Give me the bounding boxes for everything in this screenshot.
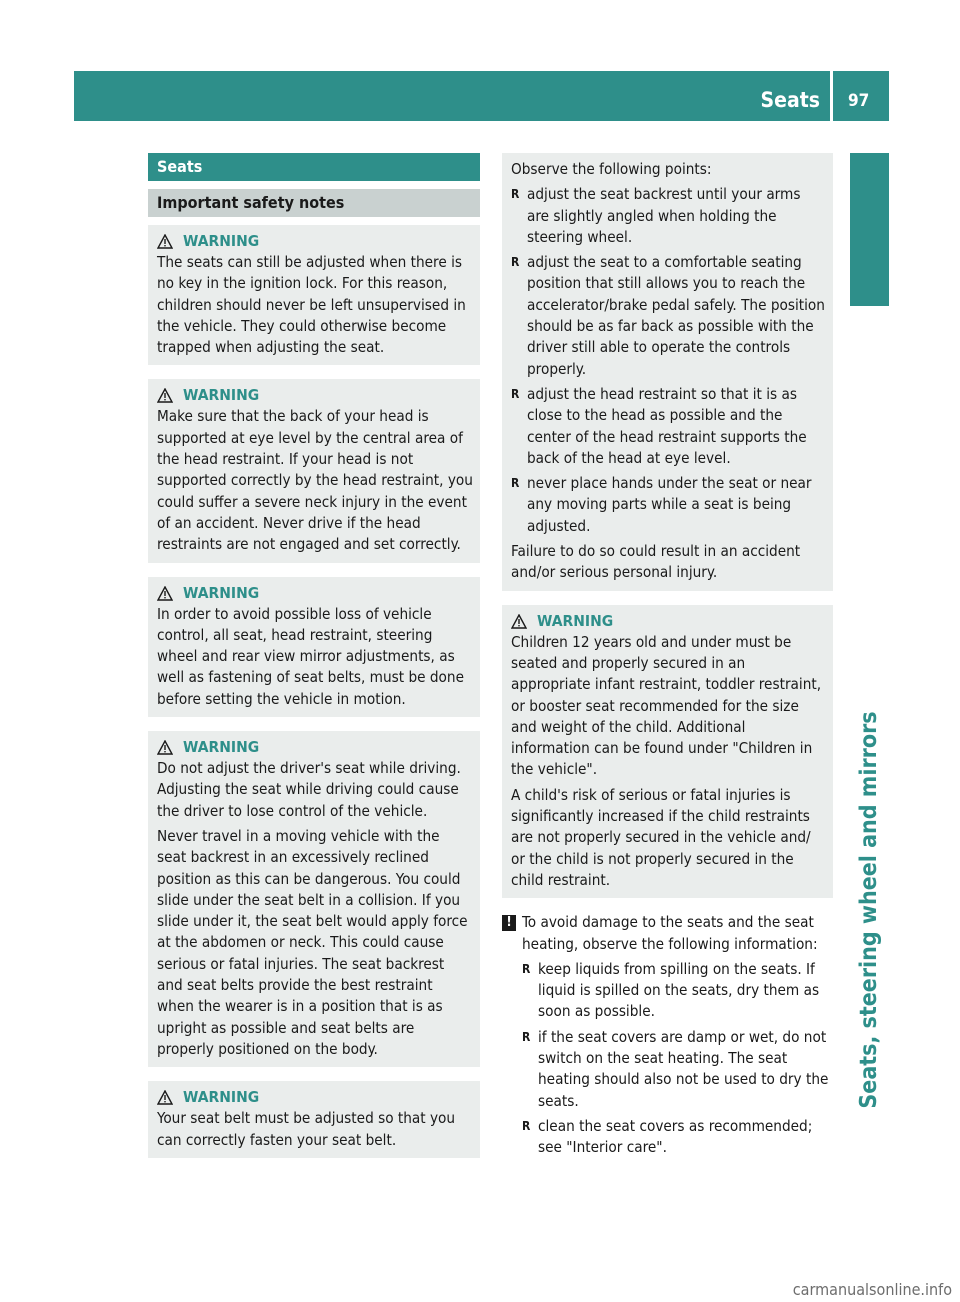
list-item: R clean the seat covers as recommended; see "Interior care". [522, 1116, 833, 1159]
subsection-title: Important safety notes [148, 189, 480, 217]
warning-triangle-icon [157, 586, 173, 601]
warning-text: Make sure that the back of your head is supported at eye level by the central area of the head restraint. If your head is not supported correctly by the head restraint, you could suffer a severe neck injury in the event of an accident. Never drive if the head restraints are not engaged and set correctly. [157, 407, 473, 554]
warning-text: Children 12 years old and under must be seated and properly secured in an appropriate infant restraint, toddler restraint, or booster seat recommended for the size and weight of the child. Additional information can be found under "Children in the vehicle". [511, 632, 822, 779]
note-lead [502, 912, 833, 955]
warning-triangle-icon [157, 388, 173, 403]
warning-header [157, 231, 473, 252]
points-list [511, 184, 826, 537]
warning-triangle-icon [157, 1090, 173, 1105]
warning-header [157, 385, 473, 406]
warning-header [157, 737, 473, 758]
warning-text: Your seat belt must be adjusted so that you can correctly fasten your seat belt. [157, 1109, 456, 1149]
warning-text: The seats can still be adjusted when there is no key in the ignition lock. For this reason, children should never be left unsupervised in the vehicle. They could otherwise become trapped when adjusting the seat. [157, 253, 466, 357]
warning-text: Do not adjust the driver's seat while driving. Adjusting the seat while driving could cause the driver to lose control of the vehicle. [157, 759, 461, 820]
points-outro: Failure to do so could result in an accident and/or serious personal injury. [511, 542, 801, 582]
watermark: carmanualsonline.info [792, 1280, 952, 1299]
list-item: R adjust the seat backrest until your arms are slightly angled when holding the steering wheel. [511, 184, 826, 248]
observe-points-box [502, 153, 833, 591]
warning-box-4 [148, 731, 480, 1067]
warning-text: Never travel in a moving vehicle with the seat backrest in an excessively reclined position as this can be dangerous. You could slide under the seat belt in a collision. If you slide under it, the seat belt would apply force at the abdomen or neck. This could cause serious or fatal injuries. The seat backrest and seat belts provide the best restraint when the wearer is in a position that is as upright as possible and seat belts are properly positioned on the body. [157, 826, 468, 1058]
warning-label: WARNING [183, 1088, 260, 1107]
warning-box-5 [148, 1081, 480, 1158]
warning-box-3 [148, 577, 480, 717]
warning-header [511, 611, 826, 632]
warning-box-children [502, 605, 833, 899]
warning-triangle-icon [157, 740, 173, 755]
points-intro: Observe the following points: [511, 160, 712, 178]
warning-box-1 [148, 225, 480, 365]
note-lead-text: To avoid damage to the seats and the seat heating, observe the following information: [522, 913, 818, 953]
warning-triangle-icon [157, 234, 173, 249]
left-column [148, 153, 480, 1172]
warning-header [157, 583, 473, 604]
list-item: R keep liquids from spilling on the seats. If liquid is spilled on the seats, dry them as soon as possible. [522, 959, 833, 1023]
list-item: R adjust the seat to a comfortable seating position that still allows you to reach the accelerator/brake pedal safely. The position should be as far back as possible with the driver still able to operate the controls properly. [511, 252, 826, 380]
warning-label: WARNING [183, 232, 260, 250]
side-chapter-label: Seats, steering wheel and mirrors [856, 711, 882, 1109]
warning-label: WARNING [183, 583, 260, 602]
side-tab [850, 153, 889, 306]
list-item: R if the seat covers are damp or wet, do not switch on the seat heating. The seat heating should also not be used to dry the seats. [522, 1027, 833, 1112]
warning-label: WARNING [537, 611, 614, 630]
page-number: 97 [848, 91, 870, 111]
warning-header [157, 1087, 473, 1108]
section-title: Seats [148, 153, 480, 181]
list-item: R adjust the head restraint so that it is as close to the head as possible and the center of the head restraint supports the back of the head at eye level. [511, 384, 826, 469]
damage-note [502, 912, 833, 1158]
warning-label: WARNING [183, 738, 260, 757]
warning-box-2 [148, 379, 480, 562]
header-separator [830, 71, 833, 121]
list-item: R never place hands under the seat or near any moving parts while a seat is being adjusted. [511, 473, 826, 537]
exclamation-icon: ! [502, 915, 516, 931]
warning-triangle-icon [511, 614, 527, 629]
page-header-title: Seats [760, 88, 820, 112]
warning-text: A child's risk of serious or fatal injuries is significantly increased if the child restraints are not properly secured in the vehicle and/ or the child is not properly secured in the child restraint. [511, 785, 811, 889]
right-column [502, 153, 833, 1162]
note-list [522, 959, 833, 1159]
warning-label: WARNING [183, 386, 260, 405]
warning-text: In order to avoid possible loss of vehicle control, all seat, head restraint, steering wheel and rear view mirror adjustments, as well as fastening of seat belts, must be done before setting the vehicle in motion. [157, 604, 464, 708]
